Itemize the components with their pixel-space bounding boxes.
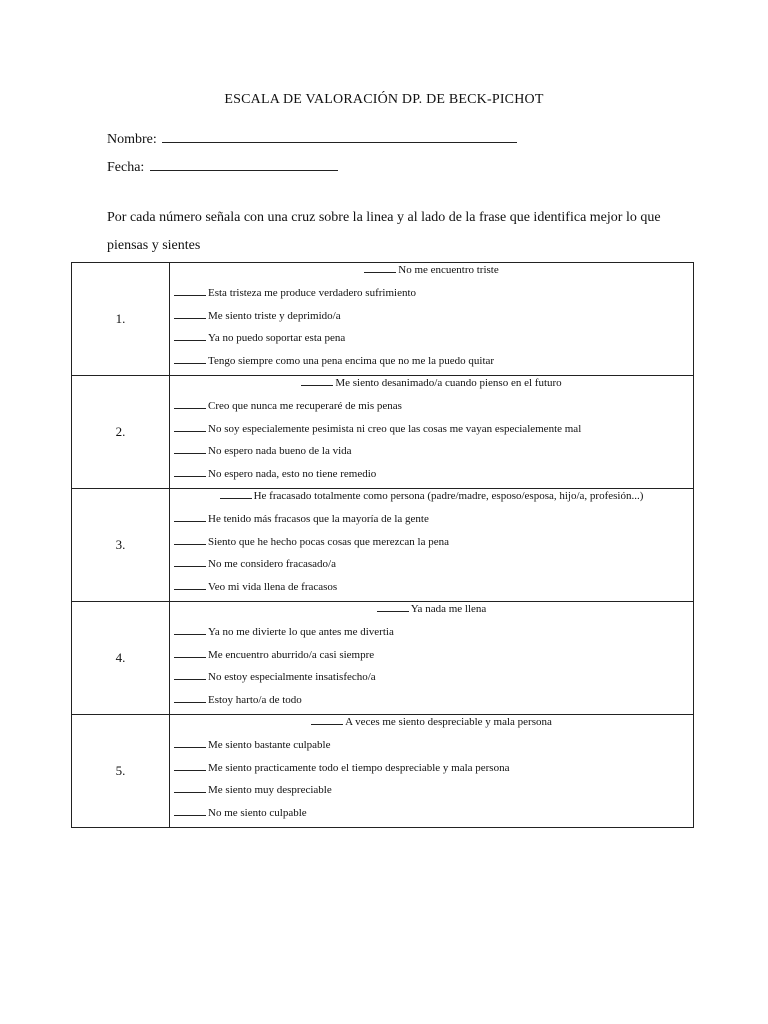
checkbox-blank[interactable] xyxy=(174,670,206,680)
checkbox-blank[interactable] xyxy=(174,535,206,545)
option-text: Ya no puedo soportar esta pena xyxy=(208,332,346,344)
scale-item-row xyxy=(72,263,694,376)
checkbox-blank[interactable] xyxy=(174,286,206,296)
option-text: Esta tristeza me produce verdadero sufrimiento xyxy=(208,287,417,299)
option-line[interactable] xyxy=(174,350,693,373)
option-line[interactable] xyxy=(174,440,693,463)
option-text: No me encuentro triste xyxy=(398,264,499,276)
option-line[interactable] xyxy=(174,779,693,802)
option-text: Veo mi vida llena de fracasos xyxy=(208,580,338,593)
option-text: A veces me siento despreciable y mala persona xyxy=(345,716,552,728)
option-line[interactable] xyxy=(174,376,693,391)
option-line[interactable] xyxy=(174,489,693,504)
option-text: Siento que he hecho pocas cosas que merezcan la pena xyxy=(208,535,449,548)
option-text: Me siento muy despreciable xyxy=(208,784,332,796)
checkbox-blank[interactable] xyxy=(174,399,206,409)
checkbox-blank[interactable] xyxy=(220,489,252,499)
checkbox-blank[interactable] xyxy=(174,806,206,816)
item-options-cell xyxy=(170,376,694,489)
option-text: Me siento practicamente todo el tiempo despreciable y mala persona xyxy=(208,761,510,774)
checkbox-blank[interactable] xyxy=(174,783,206,793)
instructions-text: Por cada número señala con una cruz sobre la linea y al lado de la frase que identifica mejor lo que piensas y sientes xyxy=(107,210,661,253)
option-line[interactable] xyxy=(174,508,693,531)
option-text: No espero nada, esto no tiene remedio xyxy=(208,467,377,480)
option-line[interactable] xyxy=(174,602,693,617)
option-text: No soy especialemente pesimista ni creo que las cosas me vayan especialemente mal xyxy=(208,422,582,435)
checkbox-blank[interactable] xyxy=(174,761,206,771)
option-text: He tenido más fracasos que la mayoría de la gente xyxy=(208,513,429,525)
option-line[interactable] xyxy=(174,263,693,278)
option-text: Me siento desanimado/a cuando pienso en el futuro xyxy=(335,377,562,389)
option-line[interactable] xyxy=(174,644,693,667)
checkbox-blank[interactable] xyxy=(311,715,343,725)
scale-item-row xyxy=(72,715,694,828)
item-options-cell xyxy=(170,263,694,376)
option-text: Tengo siempre como una pena encima que no me la puedo quitar xyxy=(208,354,495,367)
checkbox-blank[interactable] xyxy=(301,376,333,386)
checkbox-blank[interactable] xyxy=(174,580,206,590)
item-number: 4. xyxy=(72,602,170,715)
option-text: Ya no me divierte lo que antes me divertia xyxy=(208,626,394,638)
option-line[interactable] xyxy=(174,418,693,441)
option-line[interactable] xyxy=(174,802,693,825)
option-line[interactable] xyxy=(174,282,693,305)
option-line[interactable] xyxy=(174,757,693,780)
nombre-label: Nombre: xyxy=(107,132,157,147)
option-text: He fracasado totalmente como persona (padre/madre, esposo/esposa, hijo/a, profesión...) xyxy=(253,490,644,502)
checkbox-blank[interactable] xyxy=(174,354,206,364)
option-line[interactable] xyxy=(174,666,693,689)
option-text: No espero nada bueno de la vida xyxy=(208,445,352,457)
nombre-field xyxy=(107,128,517,148)
option-line[interactable] xyxy=(174,576,693,599)
option-text: Creo que nunca me recuperaré de mis penas xyxy=(208,400,402,412)
fecha-label: Fecha: xyxy=(107,160,145,175)
option-line[interactable] xyxy=(174,715,693,730)
nombre-blank-line[interactable] xyxy=(162,128,517,143)
checkbox-blank[interactable] xyxy=(174,557,206,567)
item-number: 2. xyxy=(72,376,170,489)
checkbox-blank[interactable] xyxy=(174,625,206,635)
checkbox-blank[interactable] xyxy=(377,602,409,612)
checkbox-blank[interactable] xyxy=(174,467,206,477)
scale-item-row xyxy=(72,602,694,715)
checkbox-blank[interactable] xyxy=(174,422,206,432)
option-text: Me siento triste y deprimido/a xyxy=(208,309,341,322)
scale-item-row xyxy=(72,376,694,489)
option-text: Me encuentro aburrido/a casi siempre xyxy=(208,648,375,661)
option-text: Estoy harto/a de todo xyxy=(208,693,302,706)
option-line[interactable] xyxy=(174,621,693,644)
page-title: ESCALA DE VALORACIÓN DP. DE BECK-PICHOT xyxy=(224,92,544,107)
item-number: 5. xyxy=(72,715,170,828)
option-text: No me considero fracasado/a xyxy=(208,558,336,570)
option-text: No estoy especialmente insatisfecho/a xyxy=(208,671,376,683)
option-text: Me siento bastante culpable xyxy=(208,739,331,751)
scale-table xyxy=(71,262,694,828)
item-options-cell xyxy=(170,715,694,828)
item-number: 1. xyxy=(72,263,170,376)
checkbox-blank[interactable] xyxy=(174,693,206,703)
checkbox-blank[interactable] xyxy=(174,331,206,341)
fecha-field xyxy=(107,156,338,176)
scale-item-row xyxy=(72,489,694,602)
item-options-cell xyxy=(170,489,694,602)
fecha-blank-line[interactable] xyxy=(150,156,338,171)
option-line[interactable] xyxy=(174,689,693,712)
option-line[interactable] xyxy=(174,395,693,418)
option-text: Ya nada me llena xyxy=(410,603,487,615)
option-line[interactable] xyxy=(174,463,693,486)
option-line[interactable] xyxy=(174,531,693,554)
option-text: No me siento culpable xyxy=(208,806,307,819)
checkbox-blank[interactable] xyxy=(174,738,206,748)
checkbox-blank[interactable] xyxy=(174,512,206,522)
checkbox-blank[interactable] xyxy=(174,309,206,319)
option-line[interactable] xyxy=(174,305,693,328)
checkbox-blank[interactable] xyxy=(174,648,206,658)
checkbox-blank[interactable] xyxy=(174,444,206,454)
option-line[interactable] xyxy=(174,553,693,576)
option-line[interactable] xyxy=(174,327,693,350)
item-number: 3. xyxy=(72,489,170,602)
option-line[interactable] xyxy=(174,734,693,757)
checkbox-blank[interactable] xyxy=(364,263,396,273)
item-options-cell xyxy=(170,602,694,715)
